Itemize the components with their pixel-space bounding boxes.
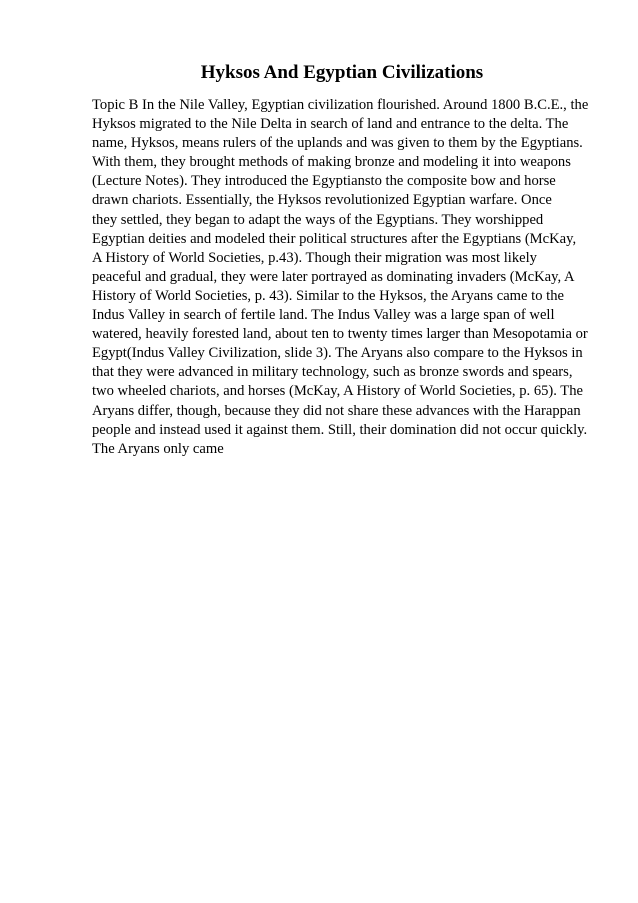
text-line: they settled, they began to adapt the ways of the Egyptians. They worshipped xyxy=(92,211,544,228)
text-line: Topic B In the Nile Valley, Egyptian civilization flourished. Around 1800 B.C.E., the xyxy=(92,97,589,113)
text-line: peaceful and gradual, they were later portrayed as dominating invaders (McKay, A xyxy=(92,268,575,285)
document-body xyxy=(92,96,602,459)
text-line: With them, they brought methods of making bronze and modeling it into weapons xyxy=(92,154,571,171)
text-line: Indus Valley in search of fertile land. The Indus Valley was a large span of well xyxy=(92,307,555,324)
text-line: A History of World Societies, p.43). Though their migration was most likely xyxy=(92,249,537,266)
text-line: The Aryans only came xyxy=(92,440,224,457)
text-line: Egyptian deities and modeled their political structures after the Egyptians (McKay, xyxy=(92,230,577,247)
text-line: (Lecture Notes). They introduced the Egyptiansto the composite bow and horse xyxy=(92,173,556,190)
text-line: History of World Societies, p. 43). Similar to the Hyksos, the Aryans came to the xyxy=(92,287,564,304)
text-line: drawn chariots. Essentially, the Hyksos revolutionized Egyptian warfare. Once xyxy=(92,192,552,209)
text-line: people and instead used it against them. Still, their domination did not occur quickly. xyxy=(92,421,588,438)
text-line: name, Hyksos, means rulers of the uplands and was given to them by the Egyptians. xyxy=(92,135,583,152)
text-line: two wheeled chariots, and horses (McKay, A History of World Societies, p. 65). The xyxy=(92,383,583,400)
text-line: Hyksos migrated to the Nile Delta in search of land and entrance to the delta. The xyxy=(92,116,569,133)
document-title: Hyksos And Egyptian Civilizations xyxy=(200,62,484,83)
text-line: Egypt(Indus Valley Civilization, slide 3). The Aryans also compare to the Hyksos in xyxy=(92,345,583,362)
text-line: Aryans differ, though, because they did not share these advances with the Harappan xyxy=(92,402,581,419)
text-line: watered, heavily forested land, about ten to twenty times larger than Mesopotamia or xyxy=(92,326,588,343)
text-line: that they were advanced in military technology, such as bronze swords and spears, xyxy=(92,364,573,381)
